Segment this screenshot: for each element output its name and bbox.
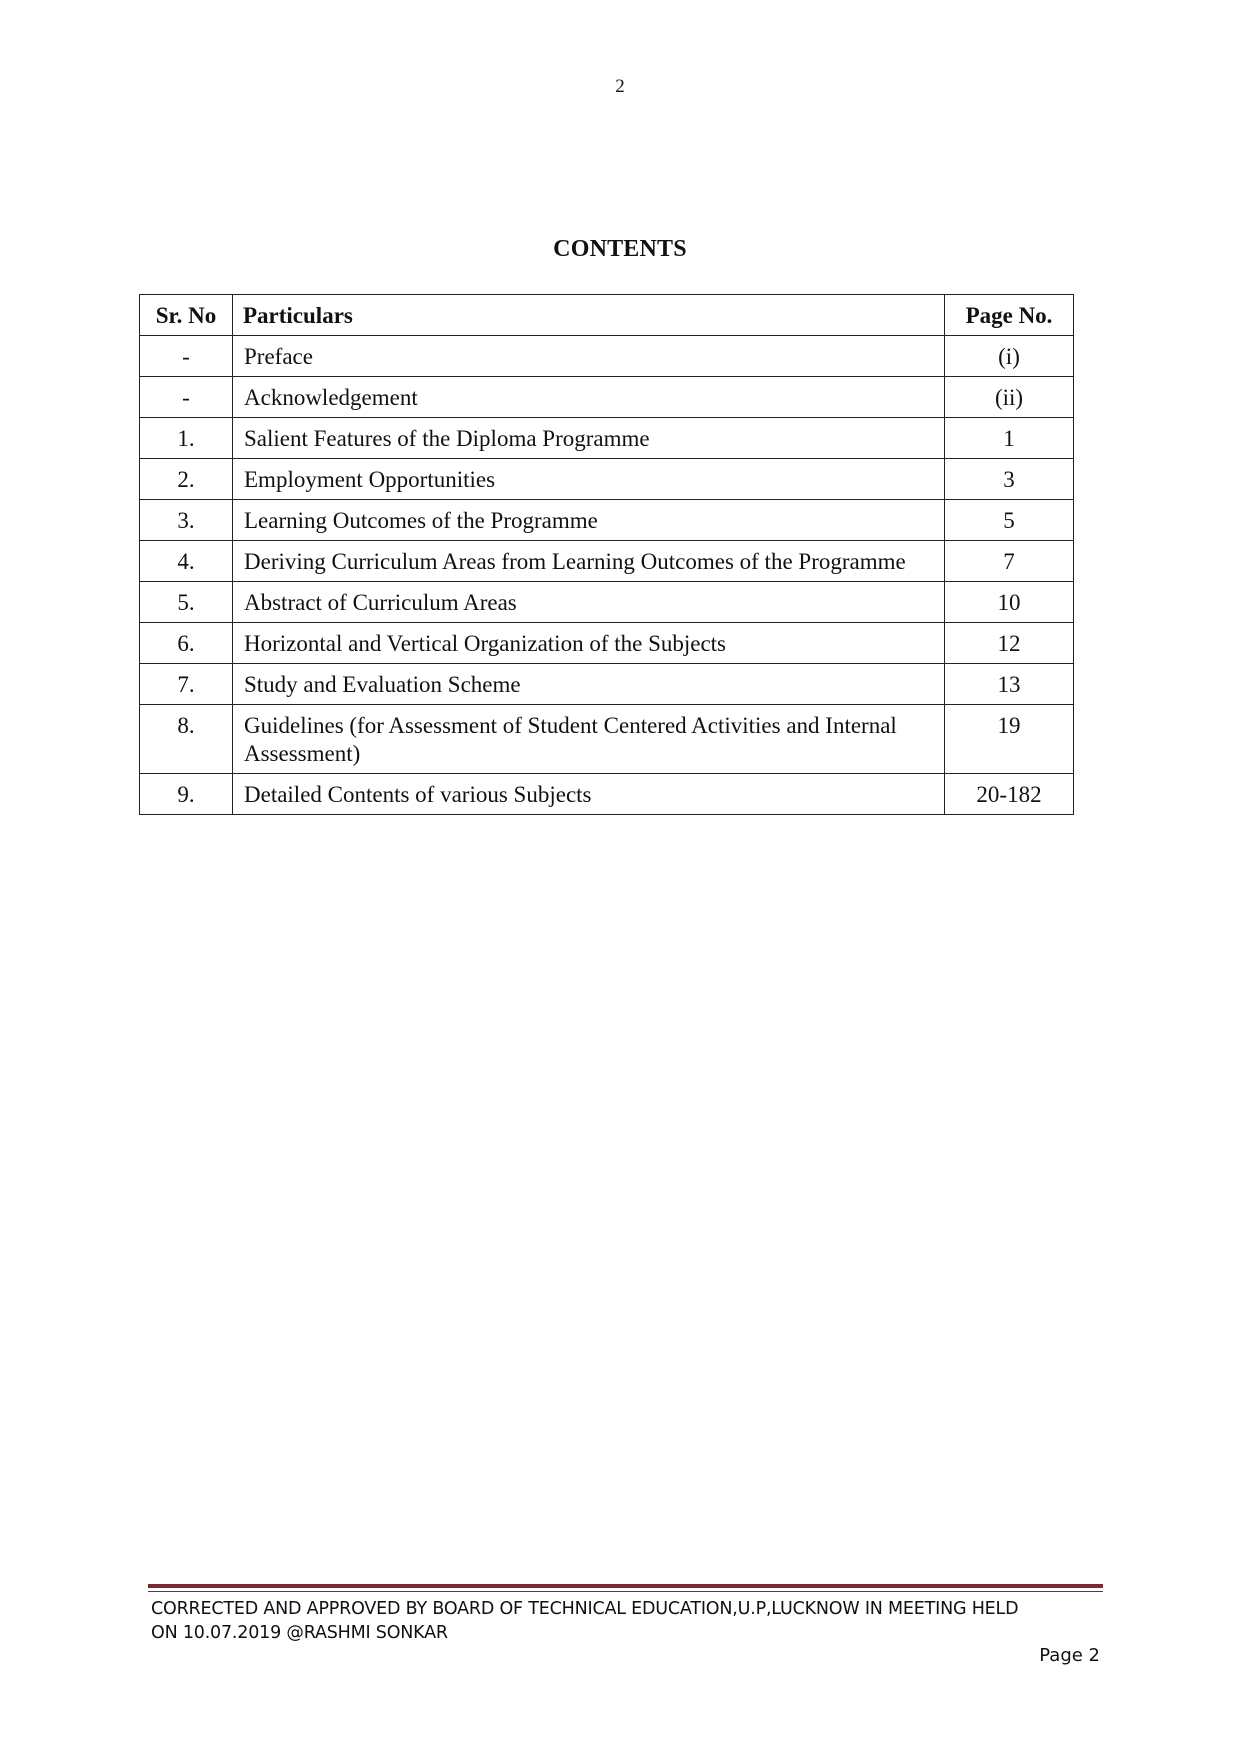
footer-divider xyxy=(148,1584,1103,1588)
row-page-no: 5 xyxy=(945,500,1074,541)
row-particular: Study and Evaluation Scheme xyxy=(233,664,945,705)
row-particular: Employment Opportunities xyxy=(233,459,945,500)
contents-title: CONTENTS xyxy=(553,236,687,262)
table-row xyxy=(140,705,1074,774)
table-row xyxy=(140,582,1074,623)
table-row xyxy=(140,418,1074,459)
header-page-no: Page No. xyxy=(945,295,1074,336)
row-sr-no: 7. xyxy=(140,664,233,705)
footer-line-2: ON 10.07.2019 @RASHMI SONKAR xyxy=(151,1623,448,1643)
row-particular: Guidelines (for Assessment of Student Centered Activities and Internal Assessment) xyxy=(233,705,945,774)
table-row xyxy=(140,459,1074,500)
row-sr-no: 8. xyxy=(140,705,233,774)
top-page-number: 2 xyxy=(615,76,625,97)
table-row xyxy=(140,541,1074,582)
header-particulars: Particulars xyxy=(233,295,945,336)
row-page-no: 19 xyxy=(945,705,1074,774)
contents-table xyxy=(139,294,1074,815)
footer-divider-thin xyxy=(148,1591,1103,1592)
table-row xyxy=(140,500,1074,541)
row-sr-no: 2. xyxy=(140,459,233,500)
row-particular: Deriving Curriculum Areas from Learning Outcomes of the Programme xyxy=(233,541,945,582)
row-particular: Abstract of Curriculum Areas xyxy=(233,582,945,623)
footer-page-label: Page 2 xyxy=(1039,1645,1100,1666)
row-page-no: 1 xyxy=(945,418,1074,459)
row-sr-no: 3. xyxy=(140,500,233,541)
row-particular: Preface xyxy=(233,336,945,377)
row-sr-no: 9. xyxy=(140,774,233,815)
row-page-no: 12 xyxy=(945,623,1074,664)
table-header-row xyxy=(140,295,1074,336)
header-sr-no: Sr. No xyxy=(140,295,233,336)
row-particular: Detailed Contents of various Subjects xyxy=(233,774,945,815)
row-particular: Horizontal and Vertical Organization of the Subjects xyxy=(233,623,945,664)
row-sr-no: 4. xyxy=(140,541,233,582)
table-row xyxy=(140,623,1074,664)
row-sr-no: 5. xyxy=(140,582,233,623)
table-row xyxy=(140,377,1074,418)
row-particular: Salient Features of the Diploma Programme xyxy=(233,418,945,459)
row-page-no: (i) xyxy=(945,336,1074,377)
table-row xyxy=(140,664,1074,705)
row-sr-no: 1. xyxy=(140,418,233,459)
row-page-no: (ii) xyxy=(945,377,1074,418)
footer-line-1: CORRECTED AND APPROVED BY BOARD OF TECHNICAL EDUCATION,U.P,LUCKNOW IN MEETING HELD xyxy=(151,1599,1019,1619)
row-sr-no: - xyxy=(140,336,233,377)
row-sr-no: - xyxy=(140,377,233,418)
table-row xyxy=(140,774,1074,815)
row-particular: Learning Outcomes of the Programme xyxy=(233,500,945,541)
row-page-no: 13 xyxy=(945,664,1074,705)
row-sr-no: 6. xyxy=(140,623,233,664)
footer-approval-note xyxy=(151,1597,1111,1645)
row-particular: Acknowledgement xyxy=(233,377,945,418)
row-page-no: 7 xyxy=(945,541,1074,582)
table-row xyxy=(140,336,1074,377)
row-page-no: 20-182 xyxy=(945,774,1074,815)
row-page-no: 3 xyxy=(945,459,1074,500)
row-page-no: 10 xyxy=(945,582,1074,623)
